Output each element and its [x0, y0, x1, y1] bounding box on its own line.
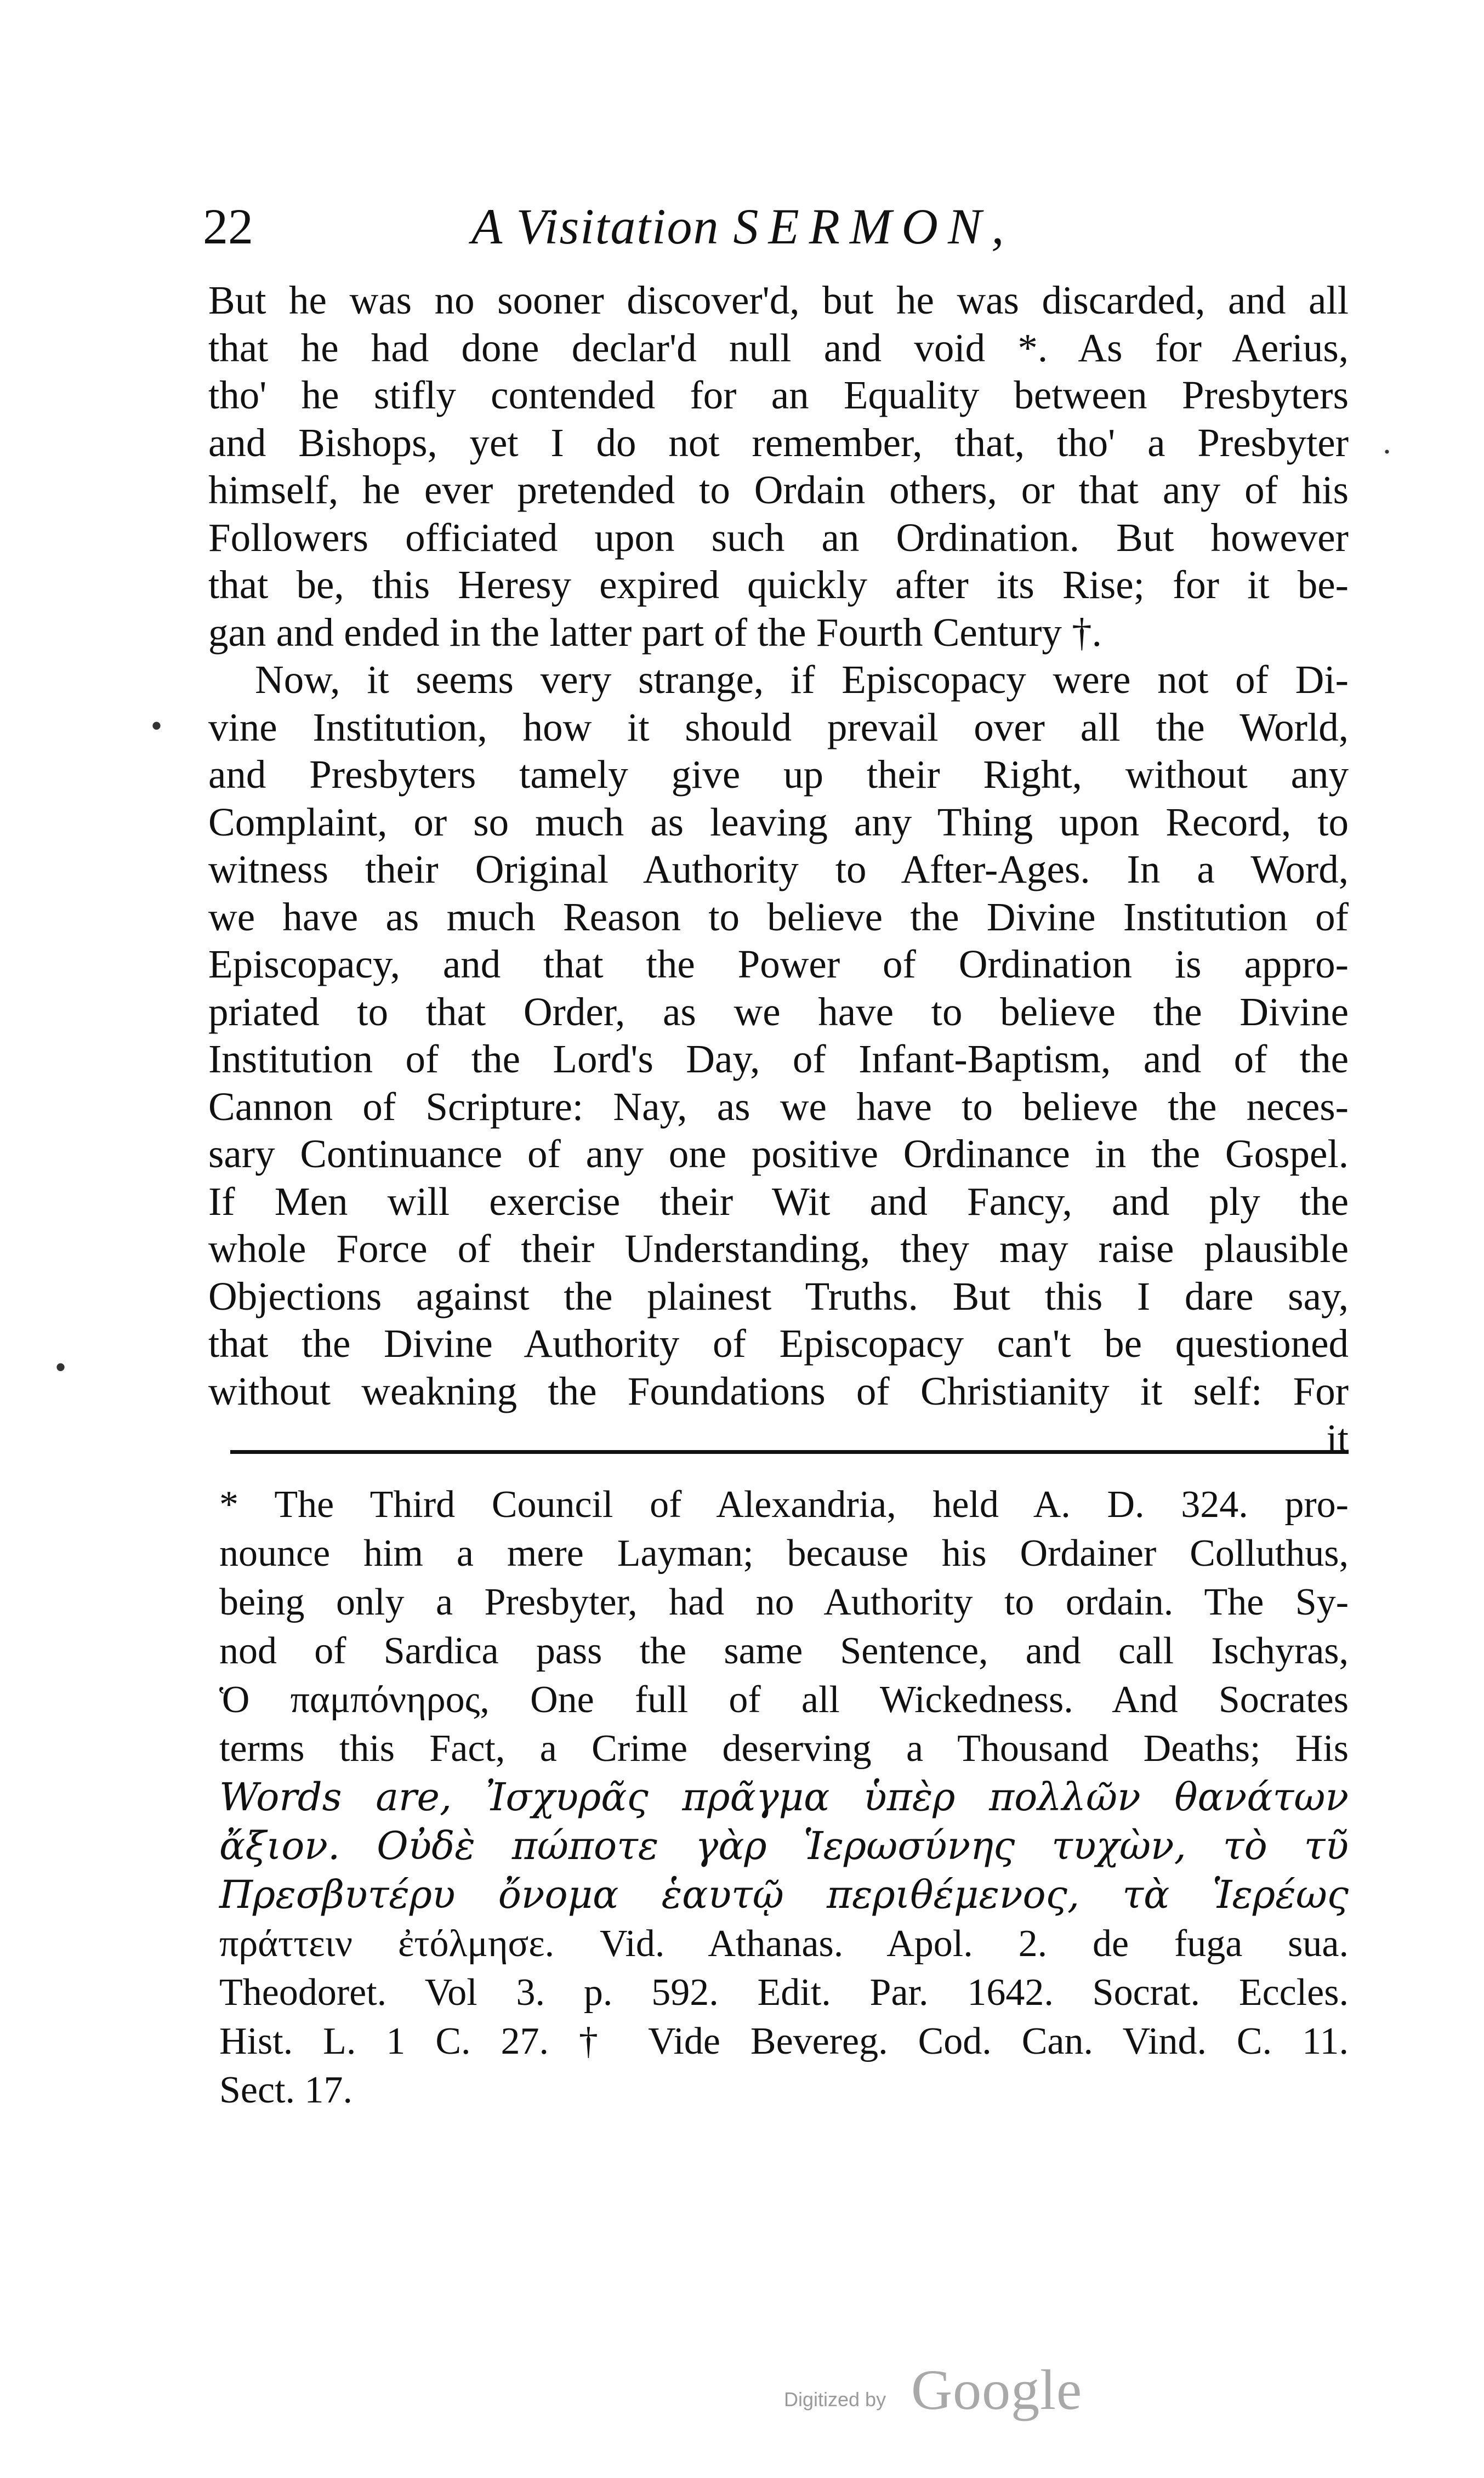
footnote-line: nounce him a mere Layman; because his Ordainer Colluthus,	[219, 1532, 1349, 1575]
footnote-line: nod of Sardica pass the same Sentence, and call Ischyras,	[219, 1630, 1349, 1672]
body-line: Cannon of Scripture: Nay, as we have to believe the neces-	[208, 1084, 1349, 1129]
body-line: But he was no sooner discover'd, but he was discarded, and all	[208, 278, 1349, 322]
footnote-line: Hist. L. 1 C. 27. † Vide Bevereg. Cod. Can. Vind. C. 11.	[219, 2020, 1349, 2062]
watermark-prefix: Digitized by	[784, 2388, 886, 2411]
footnote	[219, 1480, 1349, 2115]
body-line: vine Institution, how it should prevail over all the World,	[208, 704, 1349, 749]
footnote-line: Theodoret. Vol 3. p. 592. Edit. Par. 1642. Socrat. Eccles.	[219, 1971, 1349, 2014]
google-logo: Google	[911, 2358, 1083, 2422]
body-line: that be, this Heresy expired quickly after its Rise; for it be-	[208, 562, 1349, 607]
footnote-line: being only a Presbyter, had no Authority to ordain. The Sy-	[219, 1581, 1349, 1623]
body-line: gan and ended in the latter part of the Fourth Century †.	[208, 610, 1102, 655]
body-line: Complaint, or so much as leaving any Thing upon Record, to	[208, 799, 1349, 844]
page-number: 22	[203, 198, 253, 254]
footnote-line: Πρεσβυτέρυ ὄνομα ἑαυτῷ περιθέμενος, τὰ Ἱερέως	[219, 1872, 1349, 1917]
body-line: whole Force of their Understanding, they may raise plausible	[208, 1226, 1349, 1271]
running-title-caps: SERMON,	[733, 198, 1014, 254]
footnote-line: πράττειν ἐτόλμησε. Vid. Athanas. Apol. 2. de fuga sua.	[219, 1923, 1349, 1965]
footnote-line: Sect. 17.	[219, 2069, 353, 2111]
footnote-line: Words are, Ἰσχυρᾶς πρᾶγμα ὑπὲρ πολλῶν θανάτων	[219, 1775, 1349, 1820]
margin-mark: •	[55, 1349, 67, 1385]
body-line: Now, it seems very strange, if Episcopacy were not of Di-	[255, 657, 1349, 702]
running-title-italic: A Visitation	[471, 198, 720, 254]
body-line: we have as much Reason to believe the Divine Institution of	[208, 894, 1349, 939]
catchword: it	[1326, 1416, 1349, 1460]
margin-mark: ·	[1381, 434, 1392, 470]
body-line: Objections against the plainest Truths. But this I dare say,	[208, 1274, 1349, 1318]
body-text	[208, 277, 1349, 1463]
running-title	[471, 197, 1014, 255]
body-line: that he had done declar'd null and void *. As for Aerius,	[208, 325, 1349, 370]
footnote-line: Ὁ παμπόνηρος, One full of all Wickedness. And Socrates	[219, 1679, 1349, 1721]
body-line: sary Continuance of any one positive Ordinance in the Gospel.	[208, 1132, 1349, 1176]
body-line: that the Divine Authority of Episcopacy can't be questioned	[208, 1321, 1349, 1366]
footnote-line: terms this Fact, a Crime deserving a Thousand Deaths; His	[219, 1727, 1349, 1770]
footnote-divider	[230, 1450, 1349, 1454]
page-header	[203, 197, 1354, 269]
body-line: without weakning the Foundations of Christianity it self: For	[208, 1368, 1349, 1413]
footnote-line: ἄξιον. Οὐδὲ πώποτε γὰρ Ἱερωσύνης τυχὼν, τὸ τῦ	[219, 1823, 1349, 1868]
footnote-line: * The Third Council of Alexandria, held A. D. 324. pro-	[219, 1484, 1349, 1526]
body-line: priated to that Order, as we have to believe the Divine	[208, 989, 1349, 1034]
margin-mark: •	[151, 708, 163, 744]
body-line: and Presbyters tamely give up their Right, without any	[208, 752, 1349, 797]
body-line: tho' he stifly contended for an Equality between Presbyters	[208, 373, 1349, 417]
body-line: Episcopacy, and that the Power of Ordination is appro-	[208, 942, 1349, 986]
body-line: himself, he ever pretended to Ordain others, or that any of his	[208, 468, 1349, 512]
body-line: Institution of the Lord's Day, of Infant-Baptism, and of the	[208, 1037, 1349, 1081]
body-line: and Bishops, yet I do not remember, that, tho' a Presbyter	[208, 420, 1349, 465]
body-line: If Men will exercise their Wit and Fancy, and ply the	[208, 1179, 1349, 1224]
body-line: witness their Original Authority to After-Ages. In a Word,	[208, 847, 1349, 891]
body-line: Followers officiated upon such an Ordination. But however	[208, 515, 1349, 560]
